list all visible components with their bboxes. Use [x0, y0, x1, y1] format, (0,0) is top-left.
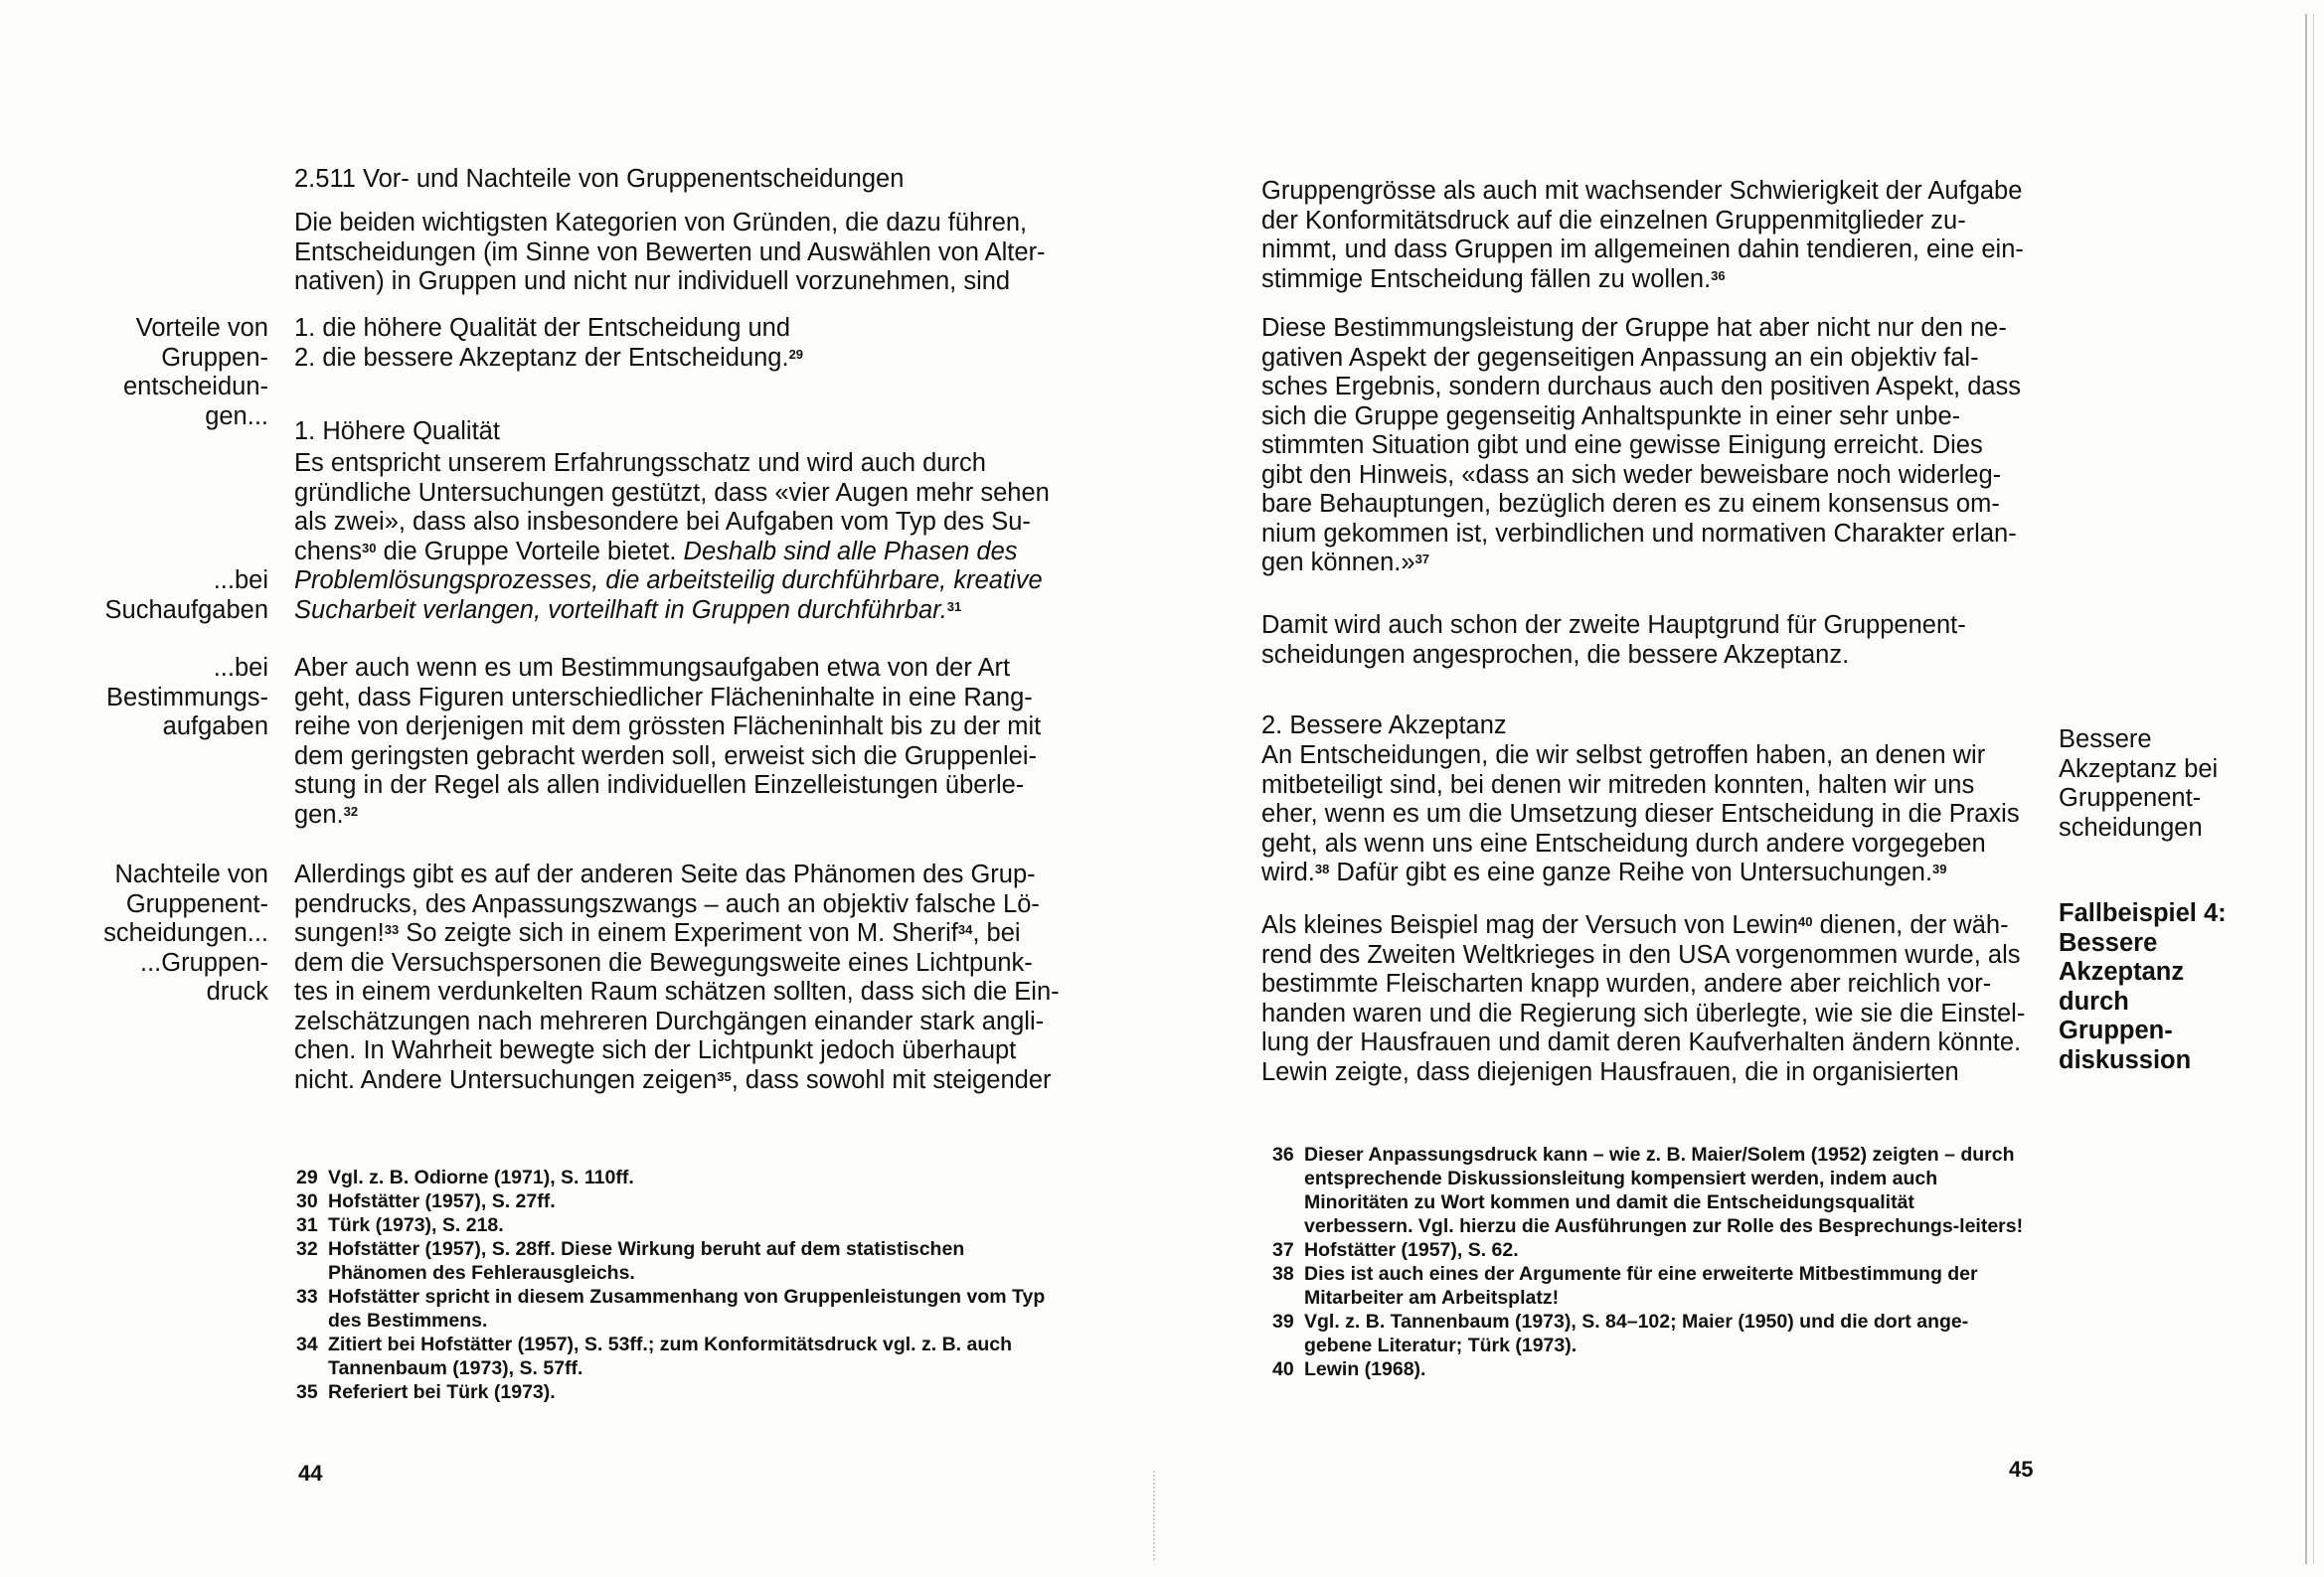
text-line: Lewin zeigte, dass diejenigen Hausfrauen, die in organisierten	[1261, 1057, 1959, 1086]
paragraph-bestimmungsleistung	[1261, 314, 2029, 578]
footnote-item: 31 Türk (1973), S. 218.	[296, 1214, 504, 1236]
text-line: stung in der Regel als allen individuellen Einzelleistungen überle-	[294, 771, 1025, 799]
text-line: An Entscheidungen, die wir selbst getroffen haben, an denen wir	[1261, 741, 1986, 769]
right-page	[1162, 0, 2324, 1577]
scan-edge	[2305, 14, 2314, 1564]
text-line: chens$^{30}$ die Gruppe Vorteile bietet. Deshalb sind alle Phasen des	[294, 537, 1018, 565]
text-line: geht, als wenn uns eine Entscheidung durch andere vorgegeben	[1261, 829, 1986, 858]
text-line: Entscheidungen (im Sinne von Bewerten und Auswählen von Alter-	[294, 237, 1046, 266]
footnote-ref: 40	[1798, 914, 1813, 929]
paragraph-hauptgrund	[1261, 611, 2029, 670]
page-number-left: 44	[298, 1461, 323, 1486]
footnote-item: 39 Vgl. z. B. Tannenbaum (1973), S. 84–102; Maier (1950) und die dort ange-gebene Literatur; Türk (1973).	[1272, 1311, 1969, 1356]
list-item: 2. die bessere Akzeptanz der Entscheidung.$^{29}$	[294, 343, 804, 372]
text-line: Die beiden wichtigsten Kategorien von Gründen, die dazu führen,	[294, 209, 1028, 237]
footnote-ref: 34	[957, 922, 973, 937]
text-line: gründliche Untersuchungen gestützt, dass «vier Augen mehr sehen	[294, 478, 1050, 507]
margin-note-akzeptanz: Bessere Akzeptanz bei Gruppenent- scheidungen	[2059, 725, 2219, 842]
list-item: 1. die höhere Qualität der Entscheidung und	[294, 314, 791, 342]
text-line: gativen Aspekt der gegenseitigen Anpassung an ein objektiv fal-	[1261, 343, 1979, 372]
text-line: gibt den Hinweis, «dass an sich weder beweisbare noch widerleg-	[1261, 460, 2002, 489]
footnote-ref: 36	[1711, 267, 1726, 283]
text-line: Sucharbeit verlangen, vorteilhaft in Gruppen durchführbar.$^{31}$	[294, 595, 962, 624]
paragraph-gruppendruck	[294, 861, 1062, 1095]
footnote-item: 38 Dies ist auch eines der Argumente für eine erweiterte Mitbestimmung der Mitarbeiter am Arbeitsplatz!	[1272, 1263, 1978, 1309]
text-line: als zwei», dass also insbesondere bei Aufgaben vom Typ des Su-	[294, 508, 1031, 536]
text-line: Es entspricht unserem Erfahrungsschatz und wird auch durch	[294, 449, 986, 477]
text-line: der Konformitätsdruck auf die einzelnen Gruppenmitglieder zu-	[1261, 206, 1966, 235]
text-line: nium gekommen ist, verbindlichen und normativen Charakter erlan-	[1261, 519, 2017, 548]
text-line: nativen) in Gruppen und nicht nur individuell vorzunehmen, sind	[294, 267, 1011, 295]
text-line: bare Behauptungen, bezüglich deren es zu einem konsensus om-	[1261, 490, 2000, 518]
text-line: stimmten Situation gibt und eine gewisse Einigung erreicht. Dies	[1261, 431, 1983, 459]
footnote-item: 40 Lewin (1968).	[1272, 1358, 1426, 1380]
text-line: zelschätzungen nach mehreren Durchgängen einander stark angli-	[294, 1007, 1045, 1035]
text-line: dem geringsten gebracht werden soll, erweist sich die Gruppenlei-	[294, 741, 1037, 770]
text-line: sich die Gruppe gegenseitig Anhaltspunkte in einer sehr unbe-	[1261, 401, 1961, 430]
text-line: dem die Versuchspersonen die Bewegungsweite eines Lichtpunk-	[294, 948, 1033, 977]
text-line: Gruppengrösse als auch mit wachsender Schwierigkeit der Aufgabe	[1261, 177, 2023, 205]
margin-note-fallbeispiel: Fallbeispiel 4: Bessere Akzeptanz durch Gruppen- diskussion	[2059, 899, 2227, 1074]
footnote-item: 33 Hofstätter spricht in diesem Zusammenhang von Gruppenleistungen vom Typ des Bestimmens.	[296, 1286, 1046, 1332]
text-line: gen.$^{32}$	[294, 800, 359, 829]
text-line: pendrucks, des Anpassungszwangs – auch an objektiv falsche Lö-	[294, 889, 1040, 918]
margin-note-suchaufgaben: ...bei Suchaufgaben	[104, 566, 268, 624]
text-line: bestimmte Fleischarten knapp wurden, andere aber reichlich vor-	[1261, 970, 1992, 998]
text-line: lung der Hausfrauen und damit deren Kaufverhalten ändern könnte.	[1261, 1028, 2022, 1056]
text-line: scheidungen angesprochen, die bessere Akzeptanz.	[1261, 640, 1850, 669]
text-line: handen waren und die Regierung sich überlegte, wie sie die Einstel-	[1261, 999, 2026, 1027]
text-line: Problemlösungsprozesses, die arbeitsteilig durchführbare, kreative	[294, 566, 1043, 594]
footnote-item: 37 Hofstätter (1957), S. 62.	[1272, 1239, 1519, 1261]
footnote-item: 29 Vgl. z. B. Odiorne (1971), S. 110ff.	[296, 1167, 634, 1188]
footnote-ref: 38	[1314, 862, 1330, 876]
page-fold	[1153, 1471, 1157, 1560]
paragraph-akzeptanz	[1261, 741, 2029, 888]
footnote-ref: 37	[1414, 552, 1430, 566]
page-number-right: 45	[2009, 1457, 2034, 1482]
footnote-ref: 33	[384, 922, 400, 937]
text-line: sungen!$^{33}$ So zeigte sich in einem Experiment von M. Sherif$^{34}$, bei	[294, 919, 1021, 947]
text-line: stimmige Entscheidung fällen zu wollen.$^{36}$	[1261, 264, 1726, 293]
margin-note-nachteile: Nachteile von Gruppenent- scheidungen... ...Gruppen- druck	[103, 861, 268, 1006]
section-heading: 2.511 Vor- und Nachteile von Gruppenentscheidungen	[294, 165, 905, 193]
footnote-ref: 35	[717, 1068, 732, 1084]
text-line: nimmt, und dass Gruppen im allgemeinen dahin tendieren, eine ein-	[1261, 236, 2024, 263]
footnote-item: 34 Zitiert bei Hofstätter (1957), S. 53ff.; zum Konformitätsdruck vgl. z. B. auch Tannenbaum (1973), S. 57ff.	[296, 1334, 1013, 1379]
text-line: Diese Bestimmungsleistung der Gruppe hat aber nicht nur den ne-	[1261, 314, 2007, 342]
paragraph-lewin	[1261, 911, 2029, 1087]
intro-paragraph	[294, 209, 1062, 297]
sub-heading-quality: 1. Höhere Qualität	[294, 417, 500, 445]
paragraph-continuation	[1261, 177, 2029, 294]
text-line: sches Ergebnis, sondern durchaus auch den positiven Aspekt, dass	[1261, 373, 2022, 400]
footnotes-left	[296, 1166, 1068, 1404]
text-line: Als kleines Beispiel mag der Versuch von Lewin$^{40}$ dienen, der wäh-	[1261, 911, 2009, 939]
text-line: mitbeteiligt sind, bei denen wir mitreden konnten, halten wir uns	[1261, 770, 1975, 799]
margin-note-bestimmungsaufgaben: ...bei Bestimmungs- aufgaben	[106, 654, 268, 740]
text-line: gen können.»$^{37}$	[1261, 549, 1430, 576]
text-line: nicht. Andere Untersuchungen zeigen$^{35}$, dass sowohl mit steigender	[294, 1065, 1052, 1094]
sub-heading-akzeptanz: 2. Bessere Akzeptanz	[1261, 711, 1507, 739]
text-line: Aber auch wenn es um Bestimmungsaufgaben etwa von der Art	[294, 654, 1011, 682]
text-line: wird.$^{38}$ Dafür gibt es eine ganze Reihe von Untersuchungen.$^{39}$	[1261, 859, 1947, 886]
footnote-item: 35 Referiert bei Türk (1973).	[296, 1381, 556, 1403]
margin-note-vorteile: Vorteile von Gruppen- entscheidun- gen...	[122, 314, 268, 430]
text-line: tes in einem verdunkelten Raum schätzen sollten, dass sich die Ein-	[294, 978, 1060, 1006]
text-line: eher, wenn es um die Umsetzung dieser Entscheidung in die Praxis	[1261, 800, 2020, 828]
footnote-ref: 39	[1932, 862, 1947, 876]
advantages-list	[294, 314, 1062, 373]
footnotes-right	[1272, 1143, 2028, 1381]
text-line: chen. In Wahrheit bewegte sich der Lichtpunkt jedoch überhaupt	[294, 1036, 1017, 1064]
text-line: geht, dass Figuren unterschiedlicher Flächeninhalte in eine Rang-	[294, 683, 1033, 711]
text-line: Allerdings gibt es auf der anderen Seite das Phänomen des Grup-	[294, 861, 1036, 888]
text-line: rend des Zweiten Weltkrieges in den USA vorgenommen wurde, als	[1261, 940, 2021, 969]
text-line: reihe von derjenigen mit dem grössten Flächeninhalt bis zu der mit	[294, 712, 1042, 740]
footnote-ref: 29	[788, 346, 804, 362]
footnote-ref: 31	[946, 598, 962, 614]
paragraph-quality	[294, 449, 1062, 625]
footnote-item: 30 Hofstätter (1957), S. 27ff.	[296, 1190, 556, 1212]
footnote-item: 36 Dieser Anpassungsdruck kann – wie z. B. Maier/Solem (1952) zeigten – durch entsprechende Diskussionsleitung kompensiert werden, indem auch Minoritäten zu Wort kommen und damit die Entscheidungsqualität verbessern. Vgl. hierzu die Ausführungen zur Rolle des Besprechungs-leiters!	[1272, 1144, 2024, 1237]
footnote-ref: 30	[362, 540, 377, 555]
paragraph-bestimmung	[294, 654, 1062, 830]
footnote-ref: 32	[343, 803, 359, 819]
text-line: Damit wird auch schon der zweite Hauptgrund für Gruppenent-	[1261, 611, 1966, 639]
footnote-item: 32 Hofstätter (1957), S. 28ff. Diese Wirkung beruht auf dem statistischen Phänomen des Fehlerausgleichs.	[296, 1238, 965, 1284]
